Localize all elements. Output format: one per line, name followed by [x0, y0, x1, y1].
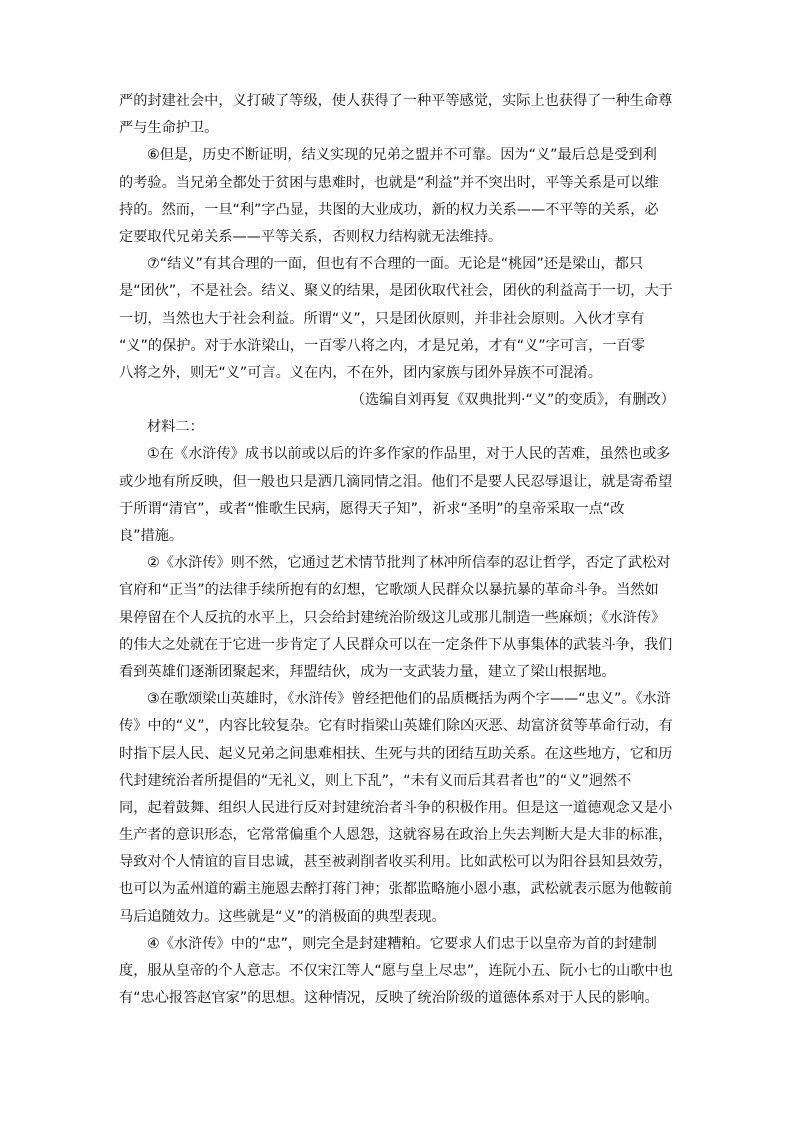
text-line: 传》中的“义”，内容比较复杂。它有时指梁山英雄们除凶灭恶、劫富济贫等革命行动，有 — [119, 718, 673, 735]
text-line: 定要取代兄弟关系——平等关系，否则权力结构就无法维持。 — [119, 228, 503, 245]
text-line: 也可以为孟州道的霸主施恩去醉打蒋门神；张都监略施小恩小惠，武松就表示愿为他鞍前 — [119, 881, 673, 898]
text-line: 严的封建社会中，义打破了等级，使人获得了一种平等感觉，实际上也获得了一种生命尊 — [119, 93, 673, 109]
material-2-paragraph-2 — [119, 550, 675, 686]
text-line: 或少地有所反映，但一般也只是洒几滴同情之泪。他们不是要人民忍辱退让，就是寄希望 — [119, 473, 673, 490]
text-line: 导致对个人情谊的盲目忠诚，甚至被剥削者收买利用。比如武松可以为阳谷县知县效劳， — [119, 854, 673, 871]
text-line: 的考验。当兄弟全都处于贫困与患难时，也就是“利益”并不突出时，平等关系是可以维 — [119, 174, 659, 191]
material-2-paragraph-1 — [119, 441, 675, 550]
text-line: ③在歌颂梁山英雄时，《水浒传》曾经把他们的品质概括为两个字——“忠义”。《水浒 — [147, 691, 671, 708]
text-line: ①在《水浒传》成书以前或以后的许多作家的作品里，对于人民的苦难，虽然也或多 — [147, 446, 671, 463]
text-line: 的伟大之处就在于它进一步肯定了人民群众可以在一定条件下从事集体的武装斗争，我们 — [119, 636, 673, 653]
text-line: ④《水浒传》中的“忠”，则完全是封建糟粕。它要求人们忠于以皇帝为首的封建制 — [147, 935, 657, 952]
text-line: 八将之外，则无“义”可言。义在内，不在外，团内家族与团外异族不可混淆。 — [119, 364, 602, 381]
text-line: ②《水浒传》则不然，它通过艺术情节批判了林冲所信奉的忍让哲学，否定了武松对 — [147, 555, 671, 572]
text-line: 度，服从皇帝的个人意志。不仅宋江等人“愿与皇上尽忠”，连阮小五、阮小七的山歌中也 — [119, 963, 673, 979]
text-line: 马后追随效力。这些就是“义”的消极面的典型表现。 — [119, 908, 446, 925]
text-line: 官府和“正当”的法律手续所抱有的幻想，它歌颂人民群众以暴抗暴的革命斗争。当然如 — [119, 582, 659, 599]
text-line: 同，起着鼓舞、组织人民进行反对封建统治者斗争的积极作用。但是这一道德观念又是小 — [119, 799, 673, 816]
paragraph-6 — [119, 142, 675, 251]
text-line: 时指下层人民、起义兄弟之间患难相扶、生死与共的团结互助关系。在这些地方，它和历 — [119, 745, 673, 762]
source-citation: （选编自刘再复《双典批判·“义”的变质》，有删改） — [350, 392, 675, 409]
paragraph-7 — [119, 251, 675, 387]
text-line: 是“团伙”，不是社会。结义、聚义的结果，是团伙取代社会，团伙的利益高于一切，大于 — [119, 283, 673, 300]
text-line: ⑦“结义”有其合理的一面，但也有不合理的一面。无论是“桃园”还是梁山，都只 — [147, 256, 644, 273]
text-line: “义”的保护。对于水浒梁山，一百零八将之内，才是兄弟，才有“义”字可言，一百零 — [119, 337, 645, 354]
paragraph-5-continuation — [119, 88, 675, 142]
document-page — [119, 88, 675, 1012]
text-line: ⑥但是，历史不断证明，结义实现的兄弟之盟并不可靠。因为“义”最后总是受到利 — [147, 147, 657, 164]
text-line: 良”措施。 — [119, 528, 184, 544]
text-line: 严与生命护卫。 — [119, 120, 219, 137]
text-line: 果停留在个人反抗的水平上，只会给封建统治阶级这儿或那儿制造一些麻烦；《水浒传》 — [119, 609, 666, 626]
text-line: 持的。然而，一旦“利”字凸显，共图的大业成功，新的权力关系——不平等的关系，必 — [119, 201, 659, 218]
text-line: 一切，当然也大于社会利益。所谓“义”，只是团伙原则，并非社会原则。入伙才享有 — [119, 310, 645, 327]
material-2-paragraph-4 — [119, 931, 675, 1013]
text-line: 看到英雄们逐渐团聚起来，拜盟结伙，成为一支武装力量，建立了梁山根据地。 — [119, 663, 616, 680]
material-2-heading: 材料二： — [147, 419, 204, 436]
text-line: 代封建统治者所提倡的“无礼义，则上下乱”，“未有义而后其君者也”的“义”迥然不 — [119, 772, 632, 789]
material-2-paragraph-3 — [119, 686, 675, 931]
text-line: 于所谓“清官”，或者“惟歌生民病，愿得天子知”，祈求“圣明”的皇帝采取一点“改 — [119, 500, 625, 517]
text-line: 有“忠心报答赵官家”的思想。这种情况，反映了统治阶级的道德体系对于人民的影响。 — [119, 990, 659, 1007]
text-line: 生产者的意识形态，它常常偏重个人恩怨，这就容易在政治上失去判断大是大非的标准， — [119, 827, 673, 844]
